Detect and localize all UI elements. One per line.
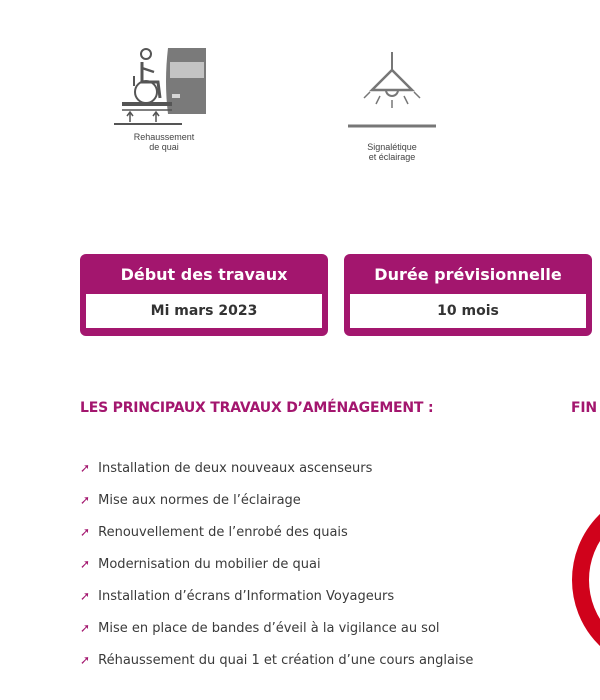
icon-caption: Signalétique et éclairage (367, 142, 417, 162)
arrow-icon: ➚ (80, 557, 91, 571)
list-item (80, 484, 580, 516)
list-item (80, 612, 580, 644)
duration-value: 10 mois (350, 294, 586, 328)
list-item-text: Installation d’écrans d’Information Voyageurs (98, 589, 395, 604)
icon-caption: Rehaussement de quai (133, 132, 195, 152)
signage-lighting-icon (340, 50, 444, 136)
list-item (80, 516, 580, 548)
list-item (80, 644, 580, 676)
list-item-text: Modernisation du mobilier de quai (98, 557, 321, 572)
start-date-title: Début des travaux (120, 265, 288, 284)
section-title: LES PRINCIPAUX TRAVAUX D’AMÉNAGEMENT : (80, 400, 434, 416)
duration-box (344, 254, 592, 336)
list-item-text: Installation de deux nouveaux ascenseurs (98, 461, 373, 476)
arrow-icon: ➚ (80, 653, 91, 667)
start-date-value: Mi mars 2023 (86, 294, 322, 328)
list-item (80, 548, 580, 580)
list-item (80, 580, 580, 612)
works-list (80, 452, 580, 676)
start-date-box (80, 254, 328, 336)
list-item-text: Mise en place de bandes d’éveil à la vigilance au sol (98, 621, 440, 636)
arrow-icon: ➚ (80, 589, 91, 603)
list-item-text: Mise aux normes de l’éclairage (98, 493, 301, 508)
list-item (80, 452, 580, 484)
duration-title: Durée prévisionnelle (374, 265, 562, 284)
arrow-icon: ➚ (80, 461, 91, 475)
platform-raise-icon (112, 40, 216, 126)
signage-lighting-block (340, 50, 444, 162)
list-item-text: Réhaussement du quai 1 et création d’une cours anglaise (98, 653, 474, 668)
platform-raise-block (112, 40, 216, 152)
arrow-icon: ➚ (80, 493, 91, 507)
side-section-title: FIN (571, 400, 597, 416)
list-item-text: Renouvellement de l’enrobé des quais (98, 525, 348, 540)
arrow-icon: ➚ (80, 621, 91, 635)
arrow-icon: ➚ (80, 525, 91, 539)
